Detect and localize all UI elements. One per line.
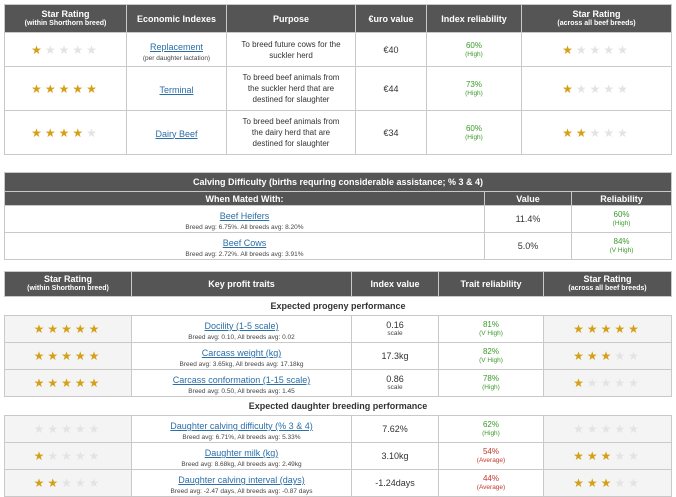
star-filled-icon: ★: [74, 322, 89, 336]
star-empty-icon: ★: [589, 125, 604, 140]
star-filled-icon: ★: [600, 322, 615, 336]
star-empty-icon: ★: [74, 449, 89, 463]
reliability-percent: 60%: [465, 40, 482, 50]
trait-name-link[interactable]: Carcass weight (kg): [201, 348, 282, 358]
star-filled-icon: ★: [33, 476, 48, 490]
economic-index-row: [5, 111, 672, 155]
trait-name-cell: [132, 470, 352, 497]
trait-star-rating-all: [544, 343, 672, 370]
star-empty-icon: ★: [88, 476, 103, 490]
star-empty-icon: ★: [600, 376, 615, 390]
star-empty-icon: ★: [573, 422, 587, 436]
star-empty-icon: ★: [603, 42, 618, 57]
index-reliability-cell: [427, 33, 522, 67]
star-filled-icon: ★: [31, 42, 45, 57]
trait-value-cell: [352, 416, 439, 443]
star-filled-icon: ★: [74, 376, 89, 390]
trait-star-rating-all-header: Star Rating (across all beef breeds): [544, 272, 672, 297]
star-filled-icon: ★: [600, 449, 615, 463]
star-empty-icon: ★: [628, 422, 642, 436]
trait-name-link[interactable]: Daughter milk (kg): [204, 448, 279, 458]
star-filled-icon: ★: [586, 349, 601, 363]
trait-reliability-cell: [439, 343, 544, 370]
star-empty-icon: ★: [58, 42, 73, 57]
index-name-cell: [127, 67, 227, 111]
reliability-level: (High): [612, 220, 631, 227]
trait-average: Breed avg: 0.50, All breeds avg: 1.45: [188, 388, 295, 395]
star-empty-icon: ★: [86, 42, 100, 57]
progeny-section-title: Expected progeny performance: [5, 297, 672, 316]
reliability-percent: 54%: [482, 447, 499, 456]
star-filled-icon: ★: [86, 81, 100, 96]
trait-value: 17.3kg: [381, 351, 409, 361]
star-rating-all: [522, 111, 672, 155]
calving-difficulty-title: Calving Difficulty (births requring considerable assistance; % 3 & 4): [5, 173, 672, 192]
reliability-percent: 82%: [482, 347, 499, 356]
mated-with-link[interactable]: Beef Heifers: [219, 211, 270, 221]
calving-row: [5, 233, 672, 260]
purpose-cell: To breed future cows for the suckler herd: [227, 33, 356, 67]
reliability-level: (High): [482, 384, 500, 391]
star-filled-icon: ★: [628, 322, 642, 336]
reliability-percent: 62%: [482, 420, 499, 429]
trait-star-rating-header: Star Rating (within Shorthorn breed): [5, 272, 132, 297]
star-rating-all: [522, 67, 672, 111]
star-filled-icon: ★: [61, 322, 75, 336]
breed-average: Breed avg: 6.75%. All breeds avg: 8.20%: [185, 224, 304, 231]
star-filled-icon: ★: [58, 81, 73, 96]
calving-reliability-cell: [572, 233, 672, 260]
star-rating-all: [522, 33, 672, 67]
reliability-percent: 78%: [482, 374, 499, 383]
trait-value: 7.62%: [382, 424, 408, 434]
calving-value-header: Value: [485, 192, 572, 206]
trait-unit: scale: [387, 384, 403, 391]
reliability-percent: 84%: [613, 237, 630, 246]
trait-value-cell: [352, 370, 439, 397]
key-profit-traits-table: [4, 271, 672, 497]
trait-name-link[interactable]: Docility (1-5 scale): [204, 321, 279, 331]
daughter-section-title: Expected daughter breeding performance: [5, 397, 672, 416]
star-filled-icon: ★: [33, 349, 48, 363]
star-empty-icon: ★: [628, 349, 642, 363]
trait-value-cell: [352, 316, 439, 343]
trait-name-link[interactable]: Carcass conformation (1-15 scale): [172, 375, 311, 385]
star-filled-icon: ★: [573, 449, 587, 463]
star-empty-icon: ★: [614, 376, 629, 390]
trait-reliability-header: Trait reliability: [439, 272, 544, 297]
star-rating-all-header: Star Rating (across all beef breeds): [522, 5, 672, 33]
star-filled-icon: ★: [573, 349, 587, 363]
star-empty-icon: ★: [47, 449, 62, 463]
star-filled-icon: ★: [586, 449, 601, 463]
star-empty-icon: ★: [603, 81, 618, 96]
trait-value: 3.10kg: [381, 451, 409, 461]
trait-name-link[interactable]: Daughter calving difficulty (% 3 & 4): [170, 421, 313, 431]
star-rating-breed: [5, 111, 127, 155]
trait-star-rating-all: [544, 370, 672, 397]
economic-indexes-header: Economic Indexes: [127, 5, 227, 33]
trait-name-link[interactable]: Daughter calving interval (days): [178, 475, 305, 485]
index-reliability-cell: [427, 111, 522, 155]
star-empty-icon: ★: [586, 376, 601, 390]
star-empty-icon: ★: [589, 42, 604, 57]
star-filled-icon: ★: [44, 81, 59, 96]
purpose-cell: To breed beef animals from the suckler herd that are destined for slaughter: [227, 67, 356, 111]
trait-reliability-cell: [439, 370, 544, 397]
trait-star-rating-breed: [5, 470, 132, 497]
trait-value-cell: [352, 470, 439, 497]
index-reliability-cell: [427, 67, 522, 111]
star-filled-icon: ★: [58, 125, 73, 140]
star-filled-icon: ★: [47, 322, 62, 336]
star-filled-icon: ★: [47, 349, 62, 363]
trait-row: [5, 316, 672, 343]
trait-star-rating-breed: [5, 343, 132, 370]
star-empty-icon: ★: [600, 422, 615, 436]
reliability-percent: 44%: [482, 474, 499, 483]
star-empty-icon: ★: [628, 376, 642, 390]
star-filled-icon: ★: [573, 476, 587, 490]
mated-with-header: When Mated With:: [5, 192, 485, 206]
trait-row: [5, 416, 672, 443]
star-empty-icon: ★: [617, 125, 631, 140]
reliability-percent: 60%: [465, 123, 482, 133]
star-empty-icon: ★: [33, 422, 48, 436]
star-empty-icon: ★: [575, 42, 590, 57]
reliability-level: (V High): [479, 330, 503, 337]
index-name-link[interactable]: Dairy Beef: [155, 128, 198, 139]
star-filled-icon: ★: [562, 125, 576, 140]
star-filled-icon: ★: [33, 322, 48, 336]
star-filled-icon: ★: [72, 81, 87, 96]
mated-with-cell: [5, 233, 485, 260]
star-filled-icon: ★: [72, 125, 87, 140]
star-filled-icon: ★: [33, 376, 48, 390]
euro-value-header: €uro value: [356, 5, 427, 33]
trait-name-cell: [132, 343, 352, 370]
star-filled-icon: ★: [575, 125, 590, 140]
index-name-cell: [127, 111, 227, 155]
star-empty-icon: ★: [617, 81, 631, 96]
calving-difficulty-table: [4, 172, 672, 260]
trait-row: [5, 343, 672, 370]
index-name-sub: (per daughter lactation): [142, 54, 211, 62]
index-reliability-header: Index reliability: [427, 5, 522, 33]
trait-star-rating-all: [544, 416, 672, 443]
star-filled-icon: ★: [47, 476, 62, 490]
index-name-cell: [127, 33, 227, 67]
purpose-header: Purpose: [227, 5, 356, 33]
reliability-level: (V High): [479, 357, 503, 364]
star-filled-icon: ★: [88, 376, 103, 390]
reliability-level: (High): [482, 430, 500, 437]
star-filled-icon: ★: [586, 476, 601, 490]
trait-star-rating-all: [544, 316, 672, 343]
mated-with-cell: [5, 206, 485, 233]
key-profit-traits-header: Key profit traits: [132, 272, 352, 297]
trait-reliability-cell: [439, 470, 544, 497]
trait-star-rating-all: [544, 470, 672, 497]
star-filled-icon: ★: [562, 81, 576, 96]
star-empty-icon: ★: [44, 42, 59, 57]
trait-row: [5, 370, 672, 397]
star-empty-icon: ★: [86, 125, 100, 140]
star-rating-header: Star Rating (within Shorthorn breed): [5, 5, 127, 33]
trait-name-cell: [132, 316, 352, 343]
star-filled-icon: ★: [586, 322, 601, 336]
star-filled-icon: ★: [614, 322, 629, 336]
star-empty-icon: ★: [88, 422, 103, 436]
star-empty-icon: ★: [61, 476, 75, 490]
calving-value-cell: 5.0%: [485, 233, 572, 260]
star-empty-icon: ★: [61, 422, 75, 436]
trait-reliability-cell: [439, 416, 544, 443]
star-filled-icon: ★: [61, 376, 75, 390]
star-empty-icon: ★: [74, 422, 89, 436]
reliability-percent: 73%: [465, 79, 482, 89]
trait-average: Breed avg: -2.47 days, All breeds avg: -0.87 days: [170, 488, 313, 495]
star-rating-breed: [5, 33, 127, 67]
euro-value-cell: €44: [356, 67, 427, 111]
trait-average: Breed avg: 6.71%, All breeds avg: 5.33%: [182, 434, 301, 441]
star-filled-icon: ★: [31, 125, 45, 140]
trait-value: -1.24days: [375, 478, 415, 488]
trait-value-cell: [352, 343, 439, 370]
calving-value-cell: 11.4%: [485, 206, 572, 233]
euro-value-cell: €34: [356, 111, 427, 155]
star-empty-icon: ★: [72, 42, 87, 57]
star-empty-icon: ★: [614, 449, 629, 463]
reliability-percent: 60%: [613, 210, 630, 219]
calving-reliability-header: Reliability: [572, 192, 672, 206]
star-filled-icon: ★: [562, 42, 576, 57]
trait-star-rating-breed: [5, 316, 132, 343]
reliability-percent: 81%: [482, 320, 499, 329]
star-rating-breed: [5, 67, 127, 111]
euro-value-cell: €40: [356, 33, 427, 67]
star-empty-icon: ★: [575, 81, 590, 96]
star-filled-icon: ★: [47, 376, 62, 390]
trait-average: Breed avg: 0.10, All breeds avg: 0.02: [188, 334, 295, 341]
reliability-level: (Average): [476, 457, 506, 464]
star-filled-icon: ★: [31, 81, 45, 96]
star-empty-icon: ★: [628, 449, 642, 463]
mated-with-link[interactable]: Beef Cows: [222, 238, 267, 248]
index-name-link[interactable]: Terminal: [159, 84, 194, 95]
star-empty-icon: ★: [617, 42, 631, 57]
trait-average: Breed avg: 3.65kg, All breeds avg: 17.18kg: [179, 361, 304, 368]
economic-index-row: [5, 67, 672, 111]
calving-row: [5, 206, 672, 233]
reliability-level: (High): [465, 50, 483, 58]
calving-reliability-cell: [572, 206, 672, 233]
trait-row: [5, 470, 672, 497]
trait-name-cell: [132, 370, 352, 397]
trait-reliability-cell: [439, 316, 544, 343]
trait-value: 0.86: [386, 374, 404, 384]
star-empty-icon: ★: [88, 449, 103, 463]
star-filled-icon: ★: [573, 322, 587, 336]
star-filled-icon: ★: [88, 349, 103, 363]
star-filled-icon: ★: [33, 449, 48, 463]
star-filled-icon: ★: [88, 322, 103, 336]
star-empty-icon: ★: [614, 349, 629, 363]
purpose-cell: To breed beef animals from the dairy herd that are destined for slaughter: [227, 111, 356, 155]
trait-star-rating-breed: [5, 416, 132, 443]
economic-index-table: [4, 4, 672, 155]
reliability-level: (High): [465, 133, 483, 141]
trait-star-rating-breed: [5, 370, 132, 397]
star-empty-icon: ★: [614, 476, 629, 490]
trait-unit: scale: [387, 330, 403, 337]
index-name-link[interactable]: Replacement: [149, 41, 204, 52]
star-empty-icon: ★: [589, 81, 604, 96]
star-empty-icon: ★: [614, 422, 629, 436]
star-filled-icon: ★: [600, 349, 615, 363]
reliability-level: (High): [465, 89, 483, 97]
bull-evaluation-page: [0, 4, 676, 495]
breed-average: Breed avg: 2.72%. All breeds avg: 3.91%: [185, 251, 304, 258]
star-filled-icon: ★: [600, 476, 615, 490]
star-empty-icon: ★: [74, 476, 89, 490]
star-filled-icon: ★: [61, 349, 75, 363]
star-filled-icon: ★: [44, 125, 59, 140]
trait-average: Breed avg: 8.68kg, All breeds avg: 2.49kg: [181, 461, 302, 468]
star-empty-icon: ★: [628, 476, 642, 490]
star-filled-icon: ★: [573, 376, 587, 390]
star-empty-icon: ★: [603, 125, 618, 140]
reliability-level: (V High): [609, 247, 634, 254]
star-empty-icon: ★: [61, 449, 75, 463]
star-filled-icon: ★: [74, 349, 89, 363]
reliability-level: (Average): [476, 484, 506, 491]
trait-value: 0.16: [386, 320, 404, 330]
star-empty-icon: ★: [586, 422, 601, 436]
star-empty-icon: ★: [47, 422, 62, 436]
economic-index-row: [5, 33, 672, 67]
trait-name-cell: [132, 416, 352, 443]
index-value-header: Index value: [352, 272, 439, 297]
